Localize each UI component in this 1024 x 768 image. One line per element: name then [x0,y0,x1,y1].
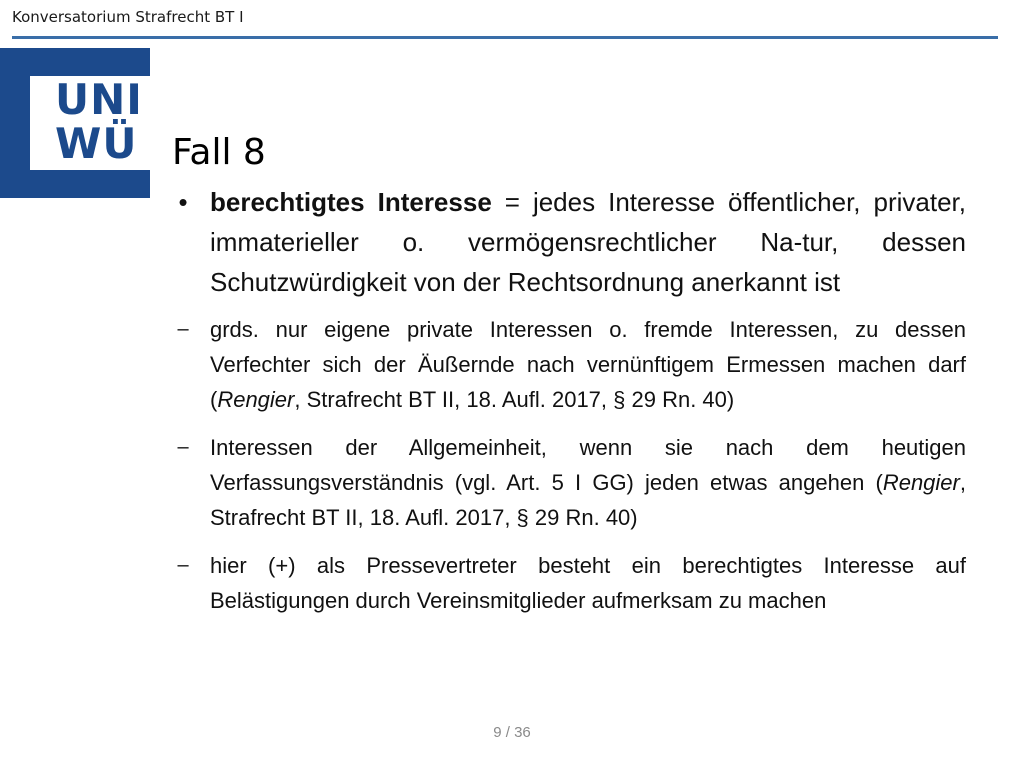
bullet-icon: • [178,187,188,217]
citation-text: , Strafrecht BT II, 18. Aufl. 2017, § 29 Rn. 40) [294,387,735,412]
citation-text: , Strafrecht BT II, 18. Aufl. 2017, § 29 Rn. 40) [210,470,966,530]
dash-icon: – [177,554,189,576]
citation-author: Rengier [217,387,295,412]
dash-icon: – [177,318,189,340]
slide-number: 9 / 36 [493,724,531,741]
sub-item-text: grds. nur eigene private Interessen o. fremde Interessen, zu dessen Verfechter sich der Äußernde nach vernünftigem Ermessen machen darf ( [210,317,966,412]
definition-text: = jedes Interesse öffentlicher, privater, immaterieller o. vermögensrechtlicher Na-tur, dessen Schutzwürdigkeit von der Rechtsordnung anerkannt ist [210,187,966,297]
sub-item-text: Interessen der Allgemeinheit, wenn sie nach dem heutigen Verfassungsverständnis (vgl. Art. 5 I GG) jeden etwas angehen ( [210,435,966,495]
dash-icon: – [177,436,189,458]
sub-item-case-application [168,548,966,618]
sub-item-text: hier (+) als Pressevertreter besteht ein berechtigtes Interesse auf Belästigungen durch Vereinsmitglieder aufmerksam zu machen [210,553,966,613]
course-title: Konversatorium Strafrecht BT I [12,8,244,26]
slide-content [168,182,966,631]
sub-item-public-interests [168,430,966,535]
university-logo [0,48,150,198]
sub-item-private-interests [168,312,966,417]
header-divider [12,36,998,39]
bullet-item-definition [168,182,966,302]
slide-title: Fall 8 [172,132,266,174]
citation-author: Rengier [882,470,960,495]
logo-lettering: UNI WÜ [55,75,143,168]
defined-term: berechtigtes Interesse [210,187,492,217]
